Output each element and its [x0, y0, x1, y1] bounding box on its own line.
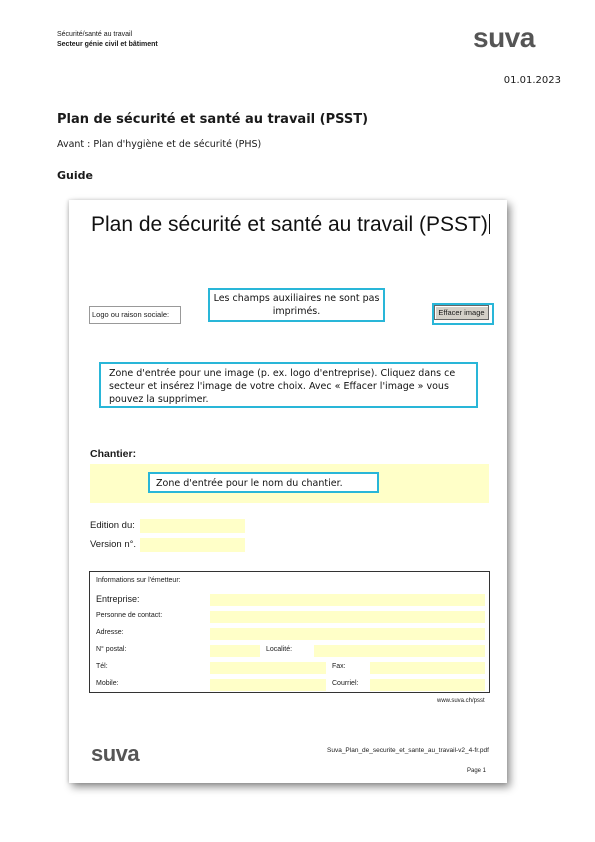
version-label: Version n°.	[90, 539, 137, 550]
callout-chantier: Zone d'entrée pour le nom du chantier.	[148, 472, 379, 493]
mobile-input[interactable]	[210, 679, 326, 691]
callout-auxiliary-fields: Les champs auxiliaires ne sont pas imprimés.	[208, 288, 385, 322]
adresse-label: Adresse:	[96, 629, 124, 636]
page-subtitle: Avant : Plan d'hygiène et de sécurité (PHS)	[57, 139, 262, 150]
clear-image-button[interactable]: Effacer image	[434, 305, 489, 320]
header-department: Sécurité/santé au travail	[57, 31, 133, 38]
adresse-input[interactable]	[210, 628, 485, 640]
issuer-title: Informations sur l'émetteur:	[96, 577, 181, 584]
issuer-info-box	[89, 571, 490, 693]
tel-input[interactable]	[210, 662, 326, 674]
fax-label: Fax:	[332, 663, 346, 670]
postal-input[interactable]	[210, 645, 260, 657]
contact-label: Personne de contact:	[96, 612, 163, 619]
entreprise-input[interactable]	[210, 594, 485, 606]
edition-input[interactable]	[140, 519, 245, 533]
version-input[interactable]	[140, 538, 245, 552]
page-title: Plan de sécurité et santé au travail (PSST)	[57, 112, 369, 127]
tel-label: Tél:	[96, 663, 108, 670]
file-name: Suva_Plan_de_securite_et_sante_au_travail-v2_4-fr.pdf	[327, 747, 489, 754]
form-title-text: Plan de sécurité et santé au travail (PSST)	[91, 213, 488, 236]
suva-url: www.suva.ch/psst	[437, 698, 485, 704]
suva-logo: suva	[473, 22, 535, 53]
contact-input[interactable]	[210, 611, 485, 623]
logo-field[interactable]: Logo ou raison sociale:	[89, 306, 181, 324]
callout-image-zone[interactable]: Zone d'entrée pour une image (p. ex. logo d'entreprise). Cliquez dans ce secteur et insérez l'image de votre choix. Avec « Effacer l'image » vous pouvez la supprimer.	[99, 362, 478, 408]
localite-label: Localité:	[266, 646, 293, 653]
edition-label: Edition du:	[90, 520, 135, 531]
courriel-input[interactable]	[370, 679, 485, 691]
entreprise-label: Entreprise:	[96, 594, 140, 604]
text-cursor	[489, 214, 490, 234]
page-number: Page 1	[467, 768, 487, 774]
chantier-label: Chantier:	[90, 448, 137, 460]
localite-input[interactable]	[314, 645, 485, 657]
suva-footer-logo: suva	[91, 741, 140, 766]
form-title	[91, 213, 490, 237]
postal-label: N° postal:	[96, 646, 127, 653]
mobile-label: Mobile:	[96, 680, 119, 687]
form-preview	[69, 200, 507, 783]
courriel-label: Courriel:	[332, 680, 359, 687]
section-heading: Guide	[57, 169, 93, 182]
header-sector: Secteur génie civil et bâtiment	[57, 41, 158, 48]
document-date: 01.01.2023	[503, 75, 561, 86]
fax-input[interactable]	[370, 662, 485, 674]
